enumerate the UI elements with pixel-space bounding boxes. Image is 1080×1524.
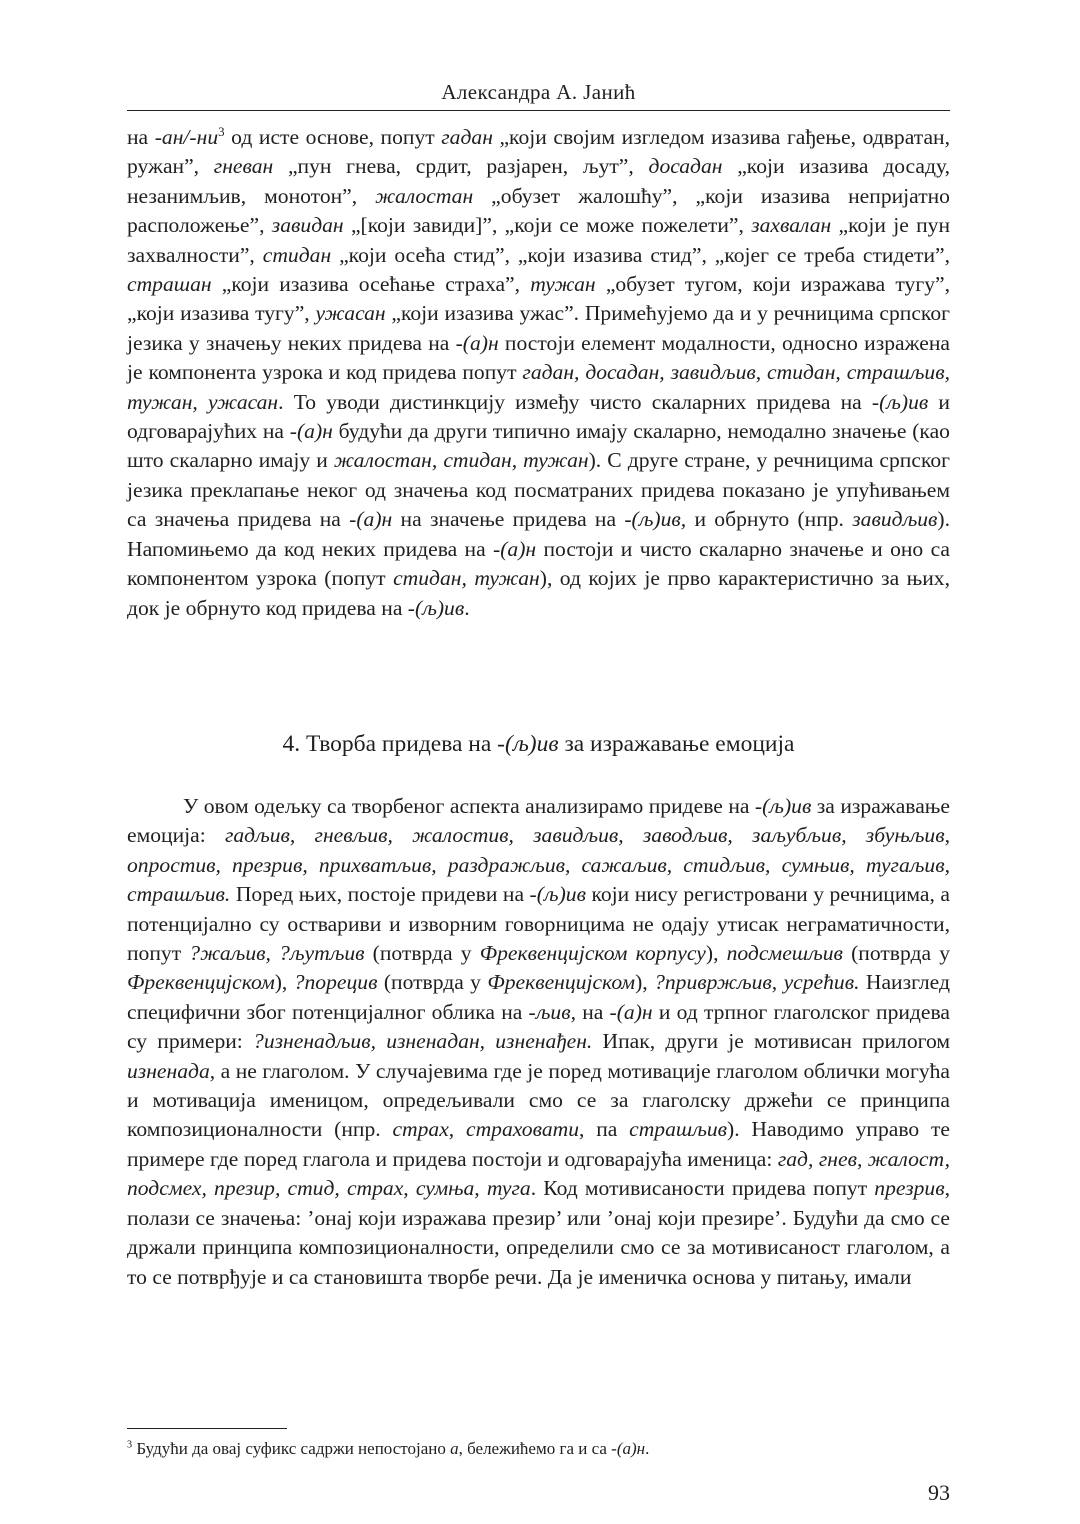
italic-term: страховати — [465, 1117, 580, 1142]
footnote-number: 3 — [127, 1439, 133, 1451]
italic-term: захвалан — [751, 213, 832, 238]
italic-term: страшан — [127, 272, 212, 297]
footnote-reference: 3 — [218, 123, 225, 139]
text-run: „који изазива осећање страха”, — [211, 272, 531, 297]
text-run: . — [645, 1439, 650, 1458]
text-run: „који је пун захвалности”, — [127, 213, 950, 267]
text-run: ), од којих је прво карактеристично за њих, док је обрнуто код придева на - — [127, 566, 950, 620]
italic-term: завидљив — [852, 507, 938, 532]
italic-term: страшљив — [629, 1117, 728, 1142]
text-run: који нису регистровани у речницима, а потенцијално су оствариви и изворним говорницима не одају утисак неграматичности, попут — [127, 882, 950, 966]
text-run: „који осећа стид”, „који изазива стид”, „којег се треба стидети”, — [331, 242, 950, 267]
text-run: и од трпног глаголског придева су примери: — [127, 999, 950, 1054]
italic-term: подсмешљив — [726, 941, 843, 966]
text-run: на - — [575, 999, 617, 1024]
italic-term: (а)н — [296, 419, 333, 444]
italic-term: (љ)ив — [762, 794, 812, 818]
italic-term: стидан — [262, 242, 332, 267]
italic-term: (а)н — [356, 507, 393, 532]
italic-term: стидан, тужан — [393, 566, 540, 591]
text-run: „[који завиди]”, „који се може пожелети”, — [343, 213, 752, 238]
text-run: ), — [705, 941, 727, 966]
italic-term: љив, — [535, 999, 576, 1024]
italic-term: ан/-ни — [161, 125, 219, 149]
page-number: 93 — [928, 1480, 950, 1505]
italic-term: гадан, досадан, завидљив, стидан, страшљив, тужан, ужасан — [127, 360, 951, 414]
italic-term: ?привржљив, усрећив. — [654, 970, 860, 995]
body-paragraph-2 — [127, 792, 950, 1292]
text-run: будући да други типично имају скаларно, немодално значење (као што скаларно имају и — [127, 419, 950, 473]
italic-term: (а)н — [616, 1439, 646, 1458]
italic-term: (а)н — [462, 330, 499, 355]
body-paragraph-1 — [127, 123, 950, 623]
italic-term: жалостан, стидан, тужан — [333, 448, 589, 473]
italic-term: изненада — [127, 1058, 210, 1083]
text-run: на значење придева на - — [392, 507, 632, 532]
text-run: , а не глаголом. У случајевима где је поред мотивације глаголом облички могућа и мотивација именицом, опредељивали смо се за глаголску држећи се принципа композиционалности (нпр. — [127, 1058, 950, 1142]
italic-term: ?изненадљив, изненадан, изненађен. — [253, 1029, 593, 1054]
italic-term: (љ)ив — [536, 882, 586, 907]
italic-term: завидан — [271, 213, 344, 238]
italic-term: презрив — [874, 1176, 945, 1201]
italic-term: гневан — [213, 154, 274, 179]
text-run: од исте основе, попут — [224, 125, 442, 149]
text-run: , — [448, 1117, 466, 1142]
text-run: „који својим изгледом изазива гађење, одвратан, ружан”, — [127, 125, 950, 179]
text-run: (потврда у — [842, 941, 950, 966]
italic-term: а — [450, 1439, 459, 1458]
italic-term: тужан — [530, 272, 596, 297]
footnote-divider — [127, 1428, 287, 1429]
footnote-text — [132, 1439, 649, 1458]
text-run: и одговарајућих на - — [127, 389, 950, 444]
italic-term: (љ)ив, — [631, 507, 687, 532]
text-run: (потврда у — [364, 941, 480, 966]
italic-term: гад, гнев, жалост, подсмех, презир, стид, страх, сумња, туга — [127, 1146, 950, 1201]
text-run: . — [464, 595, 470, 620]
italic-term: ужасан — [315, 301, 386, 326]
italic-term: (љ)ив — [879, 389, 929, 414]
text-run: ). Наводимо управо те примере где поред глагола и придева постоји и одговарајућа именица: — [127, 1117, 950, 1171]
section-heading — [127, 731, 950, 758]
text-run: . Код мотивисаности придева попут — [530, 1176, 875, 1201]
text-run: Будући да овај суфикс садржи непостојано — [132, 1439, 451, 1458]
section-title-rest: за изражавање емоција — [558, 731, 795, 757]
running-header — [127, 80, 950, 111]
text-run: ). С друге стране, у речницима српског језика преклапање неког од значења код посматраних придева показано је упућивањем са значења придева на - — [127, 448, 950, 532]
text-run: постоји и чисто скаларно значење и оно са компонентом узрока (попут — [127, 536, 950, 591]
italic-term: гадљив, гневљив, жалостив, завидљив, заводљив, заљубљив, збуњљив, опростив, презрив, прихватљив, раздражљив, сажаљив, стидљив, сумњив, тугаљив, страшљив. — [127, 823, 951, 907]
section-title-prefix: 4. Творба придева на - — [282, 731, 506, 757]
italic-term: Фреквенцијском — [127, 970, 275, 995]
footnote — [127, 1438, 950, 1460]
section-title-suffix: (љ)ив — [505, 731, 559, 757]
paragraph-text — [127, 792, 950, 1292]
paragraph-text — [127, 123, 950, 623]
text-run: . То уводи дистинкцију између чисто скаларних придева на - — [278, 389, 880, 414]
text-run: „обузет тугом, који изражава тугу”, „који изазива тугу”, — [127, 272, 950, 326]
italic-term: Фреквенцијском — [487, 970, 636, 995]
running-title: Александра А. Јанић — [441, 80, 636, 104]
text-run: на - — [127, 125, 162, 149]
text-run: Ипак, други је мотивисан прилогом — [592, 1029, 950, 1054]
text-run: „који изазива ужас”. Примећујемо да и у речницима српског језика у значењу неких придева на - — [127, 301, 950, 355]
italic-term: ?порецив — [293, 970, 378, 995]
text-run: , бележићемо га и са - — [458, 1439, 617, 1458]
italic-term: жалостан — [375, 183, 474, 208]
italic-term: (а)н — [500, 536, 537, 561]
italic-term: гадан — [441, 125, 493, 149]
text-run: „пун гнева, срдит, разјарен, љут”, — [273, 154, 649, 179]
text-run: , полази се значења: ’онај који изражава презир’ или ’онај који презире’. Будући да смо се држали принципа композиционалности, определили смо се за мотивисаност глаголом, а то се потврђује и са становишта творбе речи. Да је именичка основа у питању, имали — [127, 1176, 950, 1289]
text-run: ), — [635, 970, 655, 995]
text-run: , па — [579, 1117, 630, 1142]
text-run: Поред њих, постоје придеви на - — [230, 882, 537, 907]
italic-term: Фреквенцијском корпусу — [479, 941, 706, 966]
text-run: и обрнуто (нпр. — [686, 507, 853, 532]
italic-term: (љ)ив — [415, 595, 465, 620]
italic-term: (а)н — [616, 999, 653, 1024]
text-run: „обузет жалошћу”, „који изазива непријатно расположење”, — [127, 183, 950, 238]
italic-term: досадан — [648, 154, 723, 179]
italic-term: ?жаљив, ?љутљив — [189, 941, 365, 966]
text-run: постоји елемент модалности, односно изражена је компонента узрока и код придева попут — [127, 330, 951, 385]
text-run: Наизглед специфични због потенцијалног облика на - — [127, 970, 950, 1024]
text-run: за изражавање емоција: — [127, 794, 950, 848]
italic-term: страх — [392, 1117, 449, 1142]
text-run: У овом одељку са творбеног аспекта анализирамо придеве на - — [183, 794, 763, 818]
text-run: ), — [274, 970, 294, 995]
text-run: ). Напомињемо да код неких придева на - — [127, 507, 950, 561]
text-run: (потврда у — [377, 970, 488, 995]
text-run: „који изазива досаду, незанимљив, монотон”, — [127, 154, 950, 208]
